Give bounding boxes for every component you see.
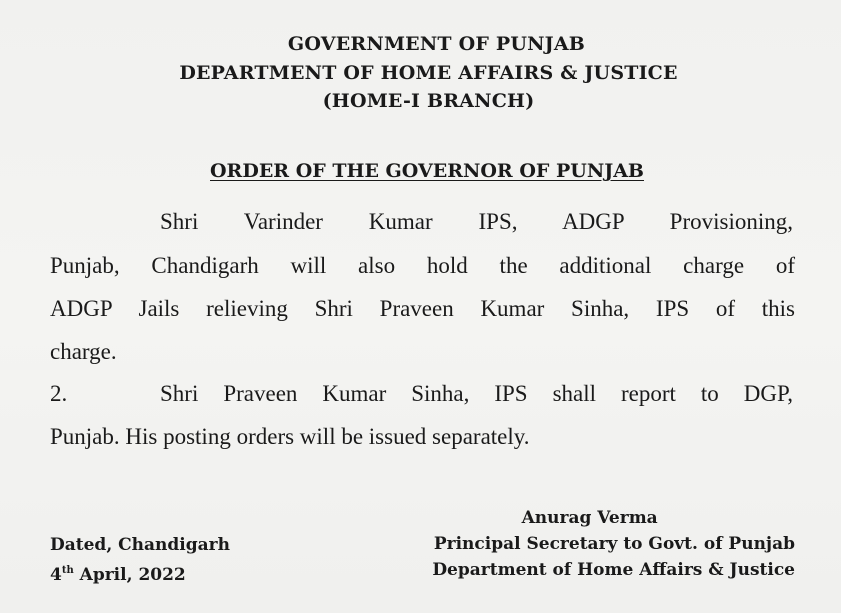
dated-day-suffix: th	[61, 565, 74, 576]
para2-number: 2.	[50, 381, 68, 406]
para1-line-2: Punjab, Chandigarh will also hold the additional charge of	[50, 253, 795, 278]
signatory-name: Anurag Verma	[521, 508, 658, 528]
dated-day: 4	[50, 565, 62, 585]
dated-month-year: April, 2022	[73, 565, 186, 585]
header-department: DEPARTMENT OF HOME AFFAIRS & JUSTICE	[179, 62, 678, 84]
dated-place: Dated, Chandigarh	[50, 535, 230, 555]
para2-line-1: Shri Praveen Kumar Sinha, IPS shall report to DGP,	[160, 381, 793, 406]
para1-line-1: Shri Varinder Kumar IPS, ADGP Provisioning,	[160, 209, 793, 234]
para1-line-3: ADGP Jails relieving Shri Praveen Kumar Sinha, IPS of this	[50, 296, 795, 321]
para2-line-2: Punjab. His posting orders will be issued separately.	[50, 424, 530, 449]
dated-block	[50, 532, 230, 588]
order-title: ORDER OF THE GOVERNOR OF PUNJAB	[210, 160, 644, 182]
signatory-department: Department of Home Affairs & Justice	[432, 560, 795, 580]
signature-block	[432, 505, 795, 583]
signatory-designation: Principal Secretary to Govt. of Punjab	[433, 534, 795, 554]
header-government: GOVERNMENT OF PUNJAB	[287, 33, 586, 55]
dated-date	[50, 558, 230, 588]
header-branch: (HOME-I BRANCH)	[322, 90, 535, 112]
para1-line-4: charge.	[50, 339, 117, 364]
